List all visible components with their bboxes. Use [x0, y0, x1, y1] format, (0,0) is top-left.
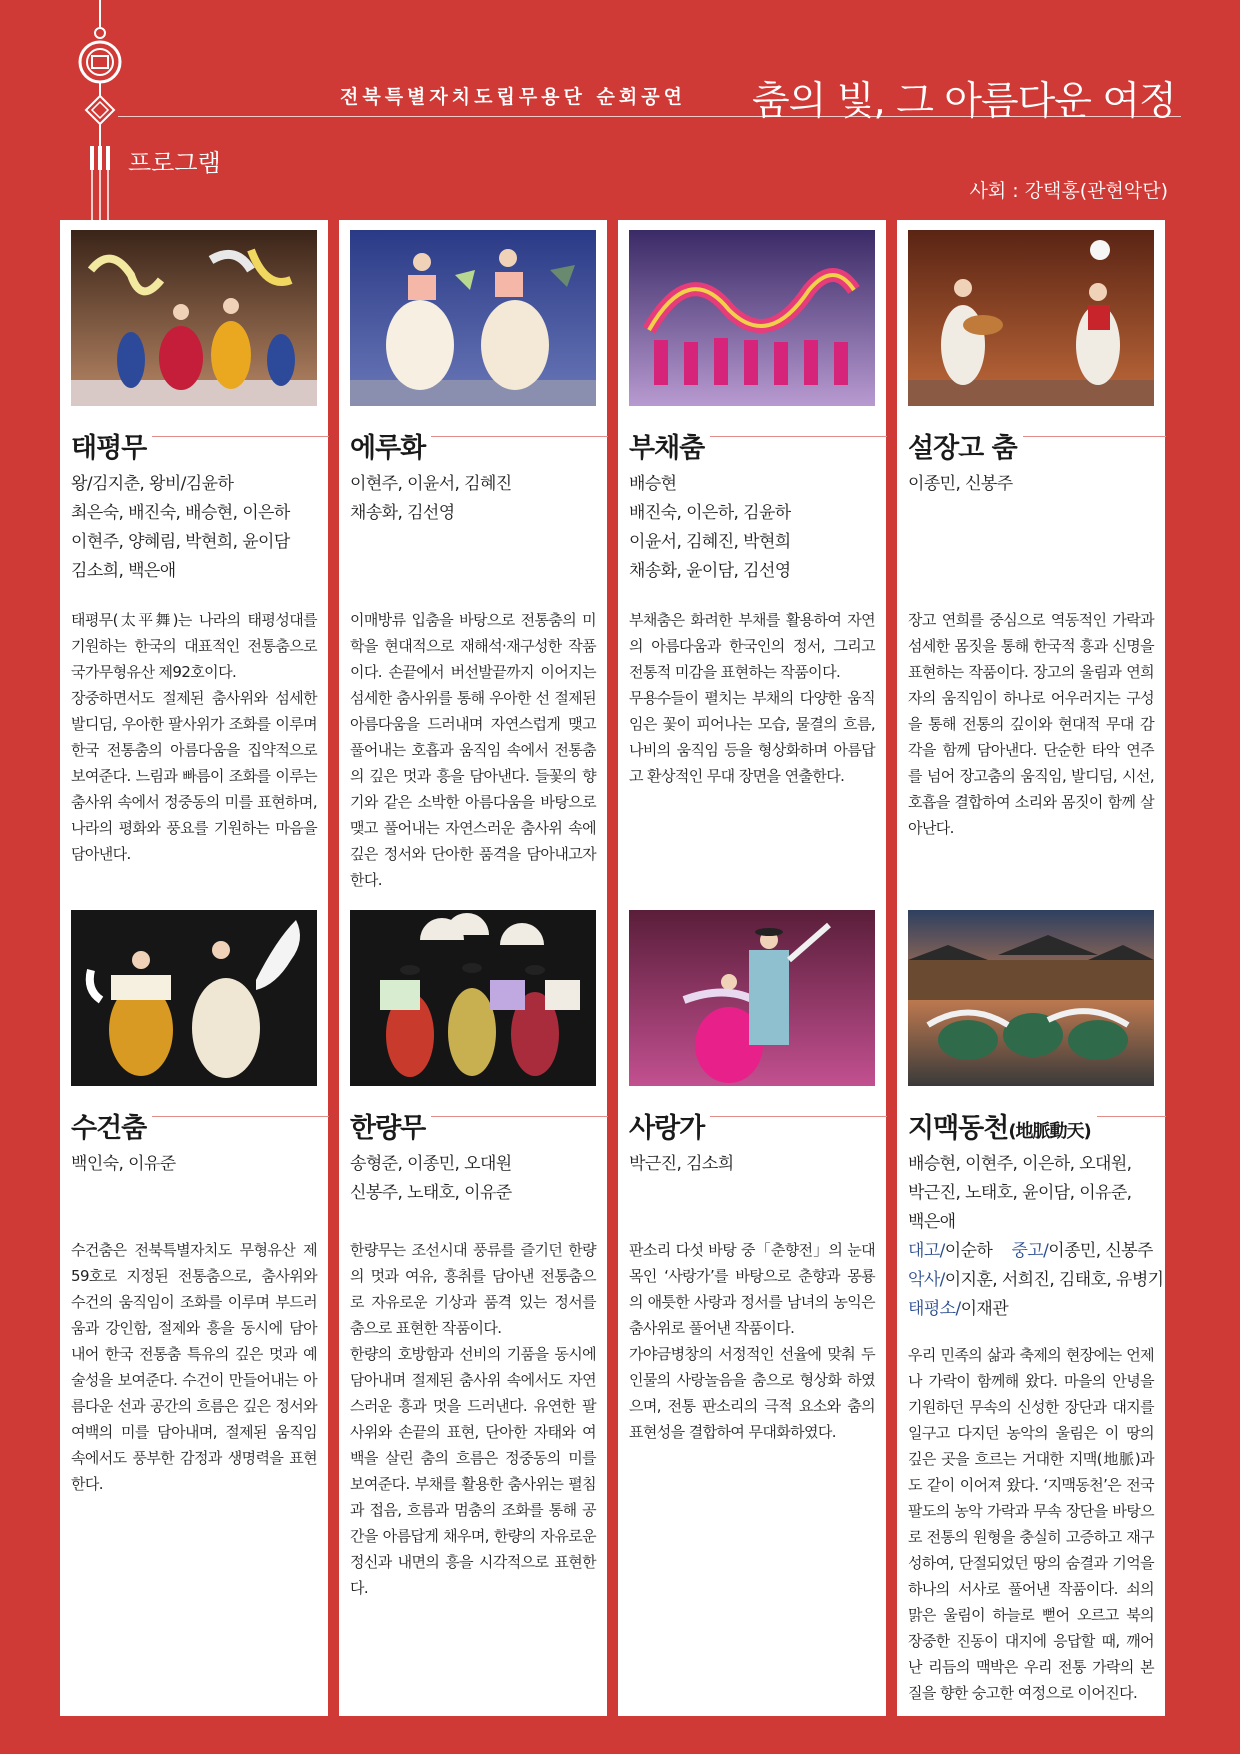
program-description: 수건춤은 전북특별자치도 무형유산 제59호로 지정된 전통춤으로, 춤사위와 수건의 움직임이 조화를 이루며 부드러움과 강인함, 절제와 흥을 동시에 담아내어 한국 전통춤 특유의 깊은 멋과 예술성을 보여준다. 수건이 만들어내는 아름다운 선과 공간의 흐름은 깊은 정서와 여백의 미를 담아내며, 절제된 움직임 속에서도 풍부한 감정과 생명력을 표현한다. [71, 1241, 317, 1493]
page-title: 춤의 빛, 그 아름다운 여정 [752, 79, 1176, 124]
program-title: 지맥동천(地脈動天) [908, 1106, 1097, 1145]
seoljanggochum-photo [908, 230, 1154, 406]
program-cast: 백인숙, 이유준 [71, 1154, 176, 1174]
program-sugeonchum [71, 910, 317, 1493]
program-cast: 왕/김지춘, 왕비/김윤하 최은숙, 배진숙, 배승현, 이은하 이현주, 양혜림, 박현희, 윤이담 김소희, 백은애 [71, 474, 290, 581]
program-taepyeongmu [71, 230, 317, 863]
role-line-taepyeongso: 태평소/이재관 [908, 1299, 1009, 1319]
program-cast: 이종민, 신봉주 [908, 474, 1013, 494]
program-title: 한량무 [350, 1106, 431, 1145]
program-title: 수건춤 [71, 1106, 152, 1145]
program-description: 이매방류 입춤을 바탕으로 전통춤의 미학을 현대적으로 재해석·재구성한 작품이다. 손끝에서 버선발끝까지 이어지는 섬세한 춤사위를 통해 우아한 선 절제된 아름다움을 드러내며 자연스럽게 맺고 풀어내는 호흡과 움직임 속에서 전통춤의 깊은 멋과 흥을 담아낸다. 들꽃의 향기와 같은 소박한 아름다움을 바탕으로 맺고 풀어내는 자연스러운 춤사위 속에 깊은 정서와 단아한 품격을 담아내고자 한다. [350, 611, 596, 889]
eruhwa-photo [350, 230, 596, 406]
program-cast: 배승현 배진숙, 이은하, 김윤하 이윤서, 김혜진, 박현희 채송화, 윤이담, 김선영 [629, 474, 791, 581]
program-eruhwa [350, 230, 596, 889]
program-seoljanggochum [908, 230, 1154, 837]
sarangga-photo [629, 910, 875, 1086]
program-buchaechum [629, 230, 875, 785]
hallyangmu-photo [350, 910, 596, 1086]
program-description: 장고 연희를 중심으로 역동적인 가락과 섬세한 몸짓을 통해 한국적 흥과 신명을 표현하는 작품이다. 장고의 울림과 연희자의 움직임이 하나로 어우러지는 구성을 통해 전통의 깊이와 현대적 무대 감각을 함께 담아낸다. 단순한 타악 연주를 넘어 장고춤의 움직임, 발디딤, 시선, 호흡을 결합하여 소리와 몸짓이 함께 살아난다. [908, 611, 1154, 837]
program-column-2 [339, 220, 607, 1716]
program-column-3 [618, 220, 886, 1716]
organization-name: 전북특별자치도립무용단 순회공연 [340, 86, 686, 108]
program-description: 한량무는 조선시대 풍류를 즐기던 한량의 멋과 여유, 흥취를 담아낸 전통춤으로 자유로운 기상과 품격 있는 정서를 춤으로 표현한 작품이다. 한량의 호방함과 선비의 기품을 동시에 담아내며 절제된 춤사위 속에서도 자연스러운 흥과 멋을 드러낸다. 유연한 팔사위와 손끝의 표현, 단아한 자태와 여백을 살린 춤의 흐름은 정중동의 미를 보여준다. 부채를 활용한 춤사위는 펼침과 접음, 흐름과 멈춤의 조화를 통해 공간을 아름답게 채우며, 한량의 자유로운 정신과 내면의 흥을 시각적으로 표현한다. [350, 1241, 596, 1597]
program-description: 판소리 다섯 바탕 중「춘향전」의 눈대목인 ‘사랑가’를 바탕으로 춘향과 몽룡의 애틋한 사랑과 정서를 남녀의 농익은 춤사위로 풀어낸 작품이다. 가야금병창의 서정적인 선율에 맞춰 두 인물의 사랑놀음을 춤으로 형상화 하였으며, 전통 판소리의 극적 요소와 춤의 표현성을 결합하여 무대화하였다. [629, 1241, 875, 1441]
program-cast: 배승현, 이현주, 이은하, 오대원, 박근진, 노태호, 윤이담, 이유준, 백은애 대고/이순하 중고/이종민, 신봉주 악사/이지훈, 서희진, 김태호, 유병기 태평소/이재관 [908, 1150, 1154, 1324]
program-column-4 [897, 220, 1165, 1716]
program-jimaekdongcheon [908, 910, 1164, 1702]
program-column-1 [60, 220, 328, 1716]
jimaekdongcheon-photo [908, 910, 1154, 1086]
role-line-daego-junggo: 대고/이순하 중고/이종민, 신봉주 [908, 1241, 1153, 1261]
program-title: 사랑가 [629, 1106, 710, 1145]
sugeonchum-photo [71, 910, 317, 1086]
host-credit: 사회 : 강택홍(관현악단) [969, 180, 1168, 202]
section-title: 프로그램 [128, 149, 221, 177]
program-description: 우리 민족의 삶과 축제의 현장에는 언제나 가락이 함께해 왔다. 마을의 안녕을 기원하던 무속의 신성한 장단과 대지를 일구고 다지던 농악의 울림은 이 땅의 깊은 곳을 흐르는 거대한 지맥(地脈)과도 같이 이어져 왔다. ‘지맥동천’은 전국 팔도의 농악 가락과 무속 장단을 바탕으로 전통의 원형을 충실히 고증하고 재구성하여, 단절되었던 땅의 숨결과 기억을 하나의 서사로 풀어낸 작품이다. 쇠의 맑은 울림이 하늘로 뻗어 오르고 북의 장중한 진동이 대지에 응답할 때, 깨어난 리듬의 맥박은 우리 전통 가락의 본질을 향한 숭고한 여정으로 이어진다. [908, 1346, 1154, 1702]
program-title: 태평무 [71, 426, 152, 465]
role-line-aksa: 악사/이지훈, 서희진, 김태호, 유병기 [908, 1270, 1164, 1290]
program-title: 에루화 [350, 426, 431, 465]
knot-ornament-icon [70, 0, 130, 220]
program-title: 설장고 춤 [908, 426, 1023, 465]
program-sarangga [629, 910, 875, 1441]
program-description: 태평무(太平舞)는 나라의 태평성대를 기원하는 한국의 대표적인 전통춤으로 국가무형유산 제92호이다. 장중하면서도 절제된 춤사위와 섬세한 발디딤, 우아한 팔사위가 조화를 이루며 한국 전통춤의 아름다움을 집약적으로 보여준다. 느림과 빠름이 조화를 이루는 춤사위 속에서 정중동의 미를 표현하며, 나라의 평화와 풍요를 기원하는 마음을 담아낸다. [71, 611, 317, 863]
program-title: 부채춤 [629, 426, 710, 465]
program-description: 부채춤은 화려한 부채를 활용하여 자연의 아름다움과 한국인의 정서, 그리고 전통적 미감을 표현하는 작품이다. 무용수들이 펼치는 부채의 다양한 움직임은 꽃이 피어나는 모습, 물결의 흐름, 나비의 움직임 등을 형상화하며 아름답고 환상적인 무대 장면을 연출한다. [629, 611, 875, 785]
program-hallyangmu [350, 910, 596, 1597]
program-cast: 이현주, 이윤서, 김혜진 채송화, 김선영 [350, 474, 512, 523]
buchaechum-photo [629, 230, 875, 406]
program-cast: 송형준, 이종민, 오대원 신봉주, 노태호, 이유준 [350, 1154, 512, 1203]
program-cast: 박근진, 김소희 [629, 1154, 734, 1174]
taepyeongmu-photo [71, 230, 317, 406]
